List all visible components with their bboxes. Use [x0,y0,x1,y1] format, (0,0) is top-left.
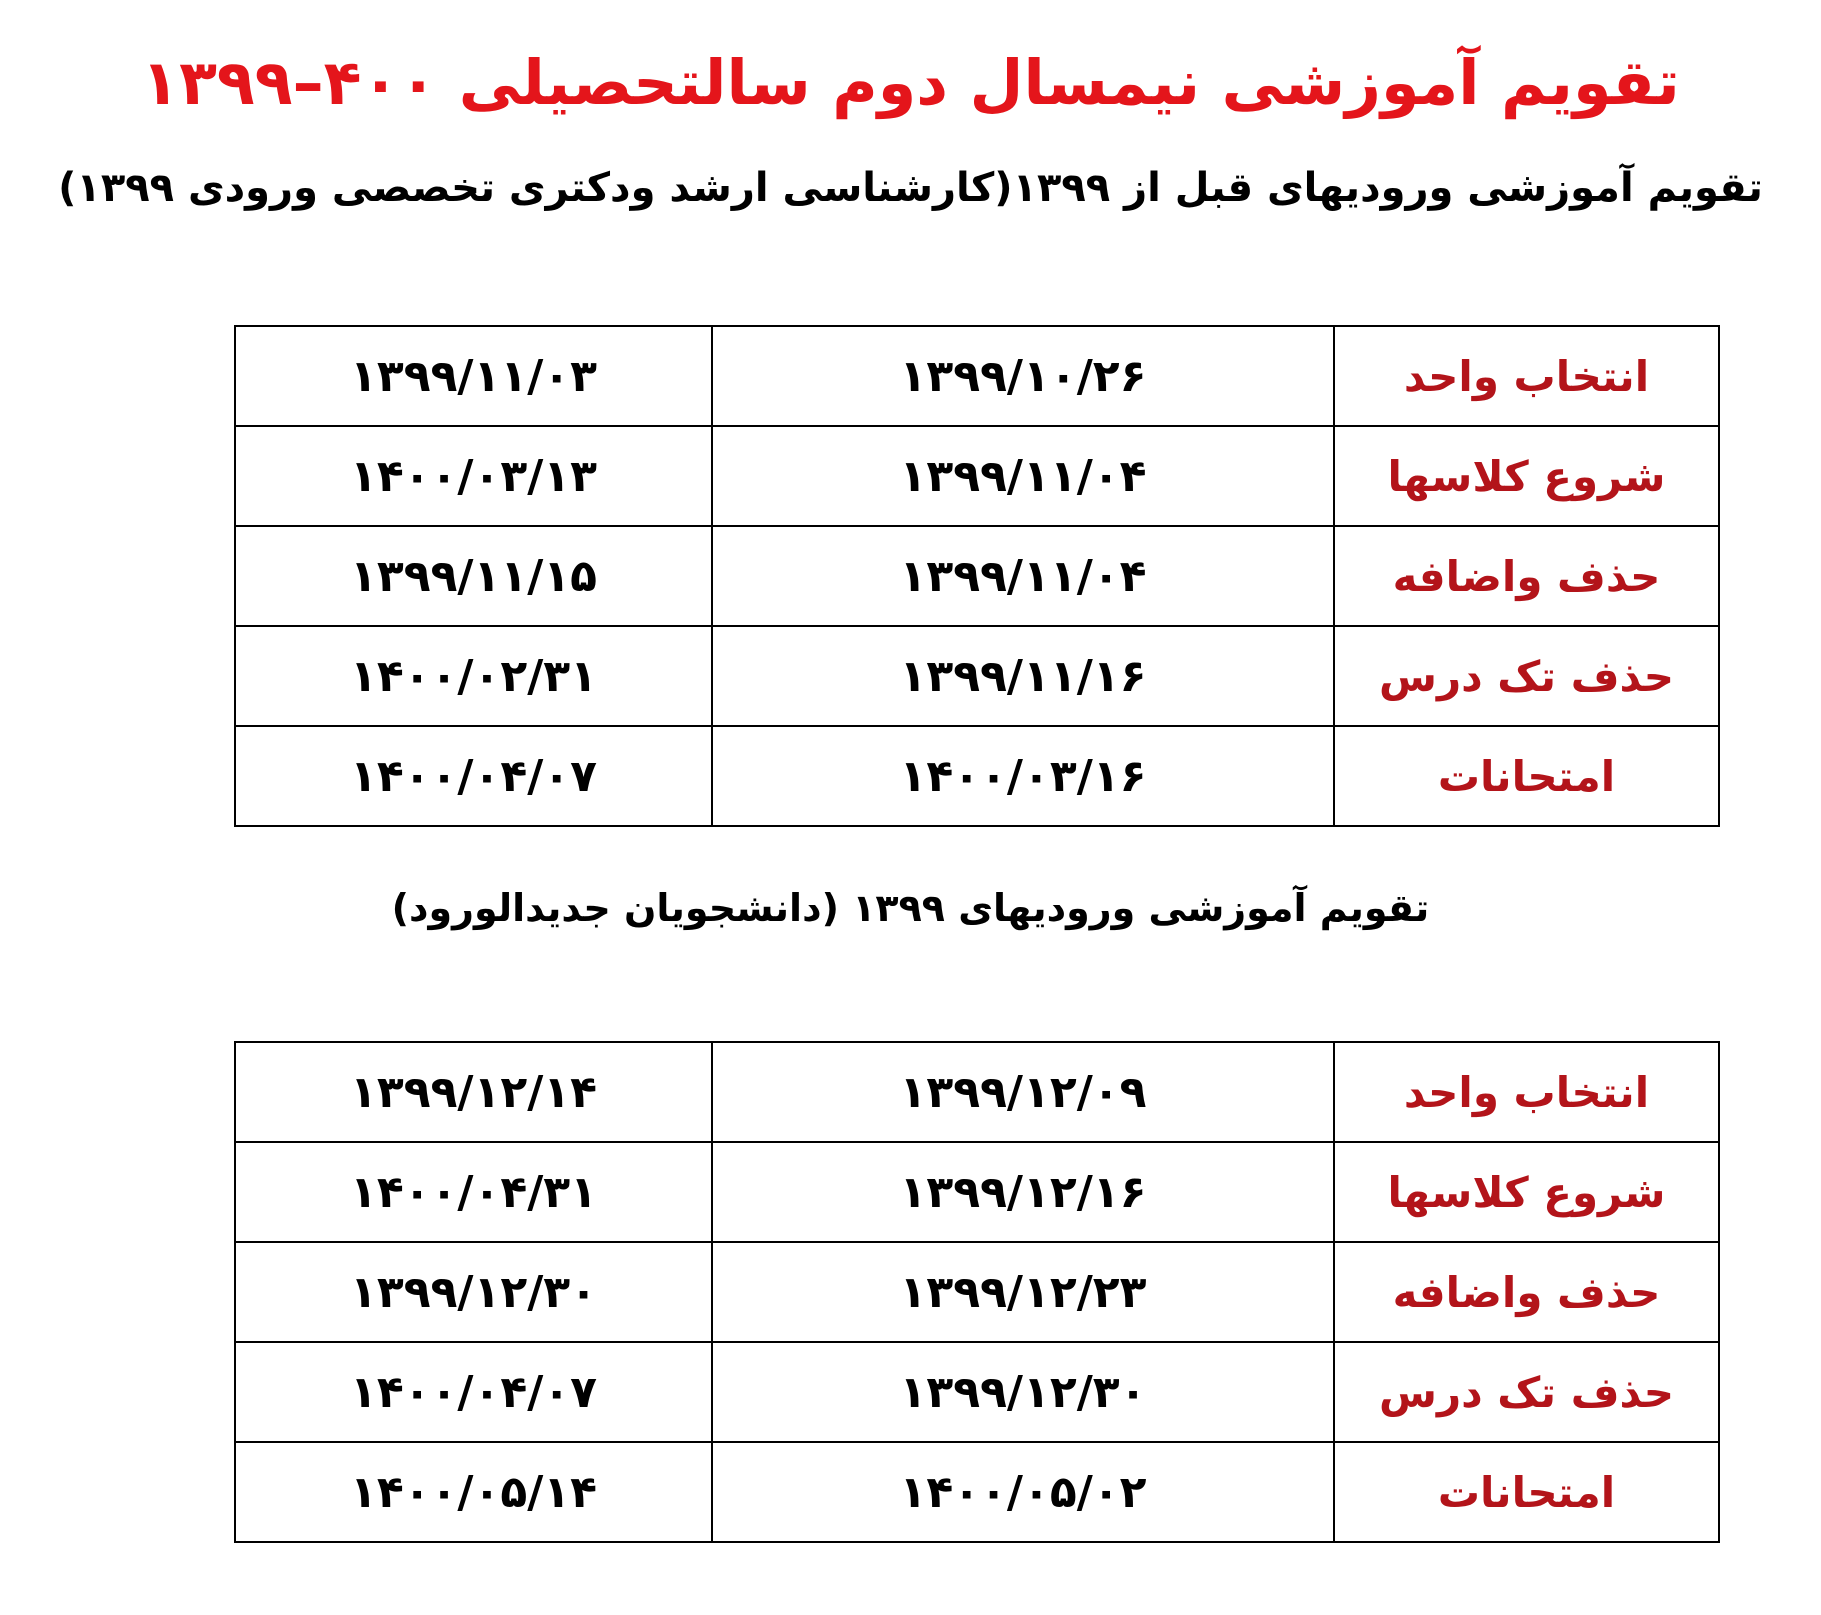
page-title: تقویم آموزشی نیمسال دوم سالتحصیلی ۴۰۰–۱۳۹۹ [141,46,1680,119]
start-date: ۱۴۰۰/۰۳/۱۶ [712,726,1334,826]
table-row [235,1142,1719,1242]
row-label: شروع کلاسها [1334,426,1719,526]
table-row [235,1042,1719,1142]
start-date: ۱۳۹۹/۱۲/۰۹ [712,1042,1334,1142]
end-date: ۱۴۰۰/۰۴/۰۷ [235,1342,712,1442]
section-heading-previous-entries: تقویم آموزشی ورودیهای قبل از ۱۳۹۹(کارشناسی ارشد ودکتری تخصصی ورودی ۱۳۹۹) [58,165,1763,211]
start-date: ۱۳۹۹/۱۲/۲۳ [712,1242,1334,1342]
start-date: ۱۳۹۹/۱۱/۰۴ [712,426,1334,526]
start-date: ۱۳۹۹/۱۲/۳۰ [712,1342,1334,1442]
start-date: ۱۳۹۹/۱۱/۰۴ [712,526,1334,626]
table-row [235,1442,1719,1542]
row-label: شروع کلاسها [1334,1142,1719,1242]
row-label: امتحانات [1334,726,1719,826]
table-row [235,726,1719,826]
start-date: ۱۳۹۹/۱۱/۱۶ [712,626,1334,726]
row-label: حذف تک درس [1334,1342,1719,1442]
row-label: حذف واضافه [1334,526,1719,626]
end-date: ۱۴۰۰/۰۴/۳۱ [235,1142,712,1242]
table-row [235,426,1719,526]
end-date: ۱۳۹۹/۱۲/۱۴ [235,1042,712,1142]
row-label: انتخاب واحد [1334,326,1719,426]
row-label: حذف تک درس [1334,626,1719,726]
calendar-table-new-entries [234,1041,1720,1543]
end-date: ۱۴۰۰/۰۲/۳۱ [235,626,712,726]
row-label: حذف واضافه [1334,1242,1719,1342]
section-heading-new-entries: تقویم آموزشی ورودیهای ۱۳۹۹ (دانشجویان جدیدالورود) [391,886,1430,930]
end-date: ۱۴۰۰/۰۵/۱۴ [235,1442,712,1542]
calendar-table-previous-entries [234,325,1720,827]
table-row [235,326,1719,426]
table-row [235,1342,1719,1442]
table-row [235,626,1719,726]
row-label: امتحانات [1334,1442,1719,1542]
start-date: ۱۳۹۹/۱۰/۲۶ [712,326,1334,426]
end-date: ۱۳۹۹/۱۱/۱۵ [235,526,712,626]
row-label: انتخاب واحد [1334,1042,1719,1142]
start-date: ۱۳۹۹/۱۲/۱۶ [712,1142,1334,1242]
table-row [235,1242,1719,1342]
table-row [235,526,1719,626]
start-date: ۱۴۰۰/۰۵/۰۲ [712,1442,1334,1542]
end-date: ۱۴۰۰/۰۳/۱۳ [235,426,712,526]
end-date: ۱۳۹۹/۱۲/۳۰ [235,1242,712,1342]
end-date: ۱۳۹۹/۱۱/۰۳ [235,326,712,426]
end-date: ۱۴۰۰/۰۴/۰۷ [235,726,712,826]
